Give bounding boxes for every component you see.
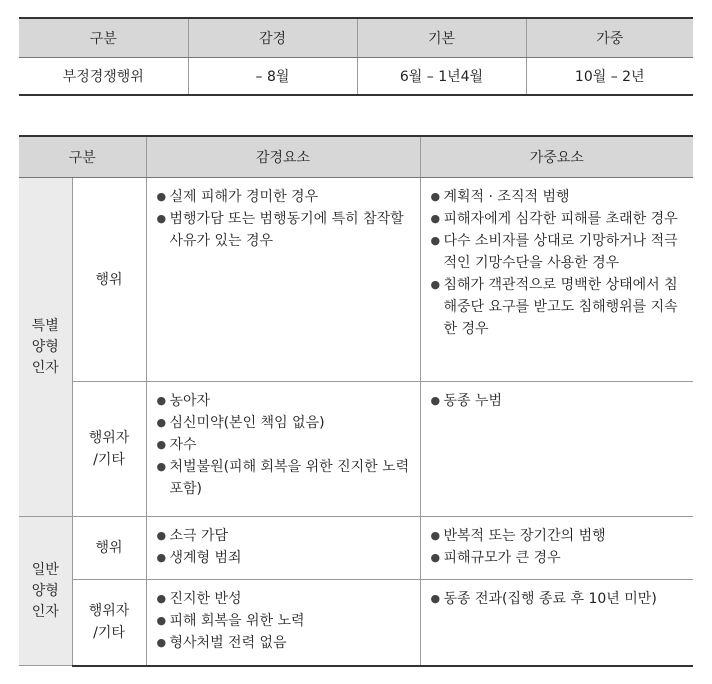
sub-label: 행위자 /기타 (72, 580, 146, 666)
factor-text: 범행가담 또는 범행동기에 특히 참작할 사유가 있는 경우 (169, 211, 404, 249)
factor-item (157, 412, 410, 434)
range-row (19, 57, 693, 95)
factor-text: 동종 전과(집행 종료 후 10년 미만) (443, 591, 657, 607)
special-actor-row (19, 382, 693, 517)
aggravating-cell (420, 178, 693, 382)
bullet-icon: ● (430, 551, 441, 564)
mitigating-cell (146, 580, 420, 666)
mitigating-cell (146, 178, 420, 382)
range-header-row (19, 18, 693, 57)
factor-item (157, 547, 410, 569)
sentencing-factor-table (19, 135, 693, 667)
header-category: 구분 (19, 18, 188, 57)
header-mitigated: 감경 (188, 18, 357, 57)
bullet-icon: ● (430, 592, 441, 605)
sub-label: 행위 (72, 178, 146, 382)
factor-text: 소극 가담 (169, 528, 229, 544)
factor-item (157, 434, 410, 456)
factor-item (431, 208, 684, 230)
factor-text: 처벌불원(피해 회복을 위한 진지한 노력 포함) (169, 459, 410, 497)
factor-header-row (19, 136, 693, 178)
factor-text: 피해 회복을 위한 노력 (169, 613, 305, 629)
bullet-icon: ● (156, 636, 167, 649)
sub-label: 행위자 /기타 (72, 382, 146, 517)
bullet-icon: ● (156, 614, 167, 627)
aggravated-range: 10월 – 2년 (526, 57, 693, 95)
factor-item (431, 274, 684, 340)
factor-item (431, 547, 684, 569)
general-act-row (19, 517, 693, 580)
general-actor-row (19, 580, 693, 666)
factor-item (157, 456, 410, 500)
bullet-icon: ● (156, 416, 167, 429)
bullet-icon: ● (430, 394, 441, 407)
factor-text: 계획적 · 조직적 범행 (443, 189, 570, 205)
factor-text: 자수 (169, 437, 197, 453)
factor-text: 형사처벌 전력 없음 (169, 635, 287, 651)
factor-item (157, 390, 410, 412)
sub-label: 행위 (72, 517, 146, 580)
factor-item (157, 610, 410, 632)
group-label-general: 일반 양형 인자 (19, 517, 72, 666)
aggravating-cell (420, 517, 693, 580)
bullet-icon: ● (156, 394, 167, 407)
factor-item (157, 588, 410, 610)
mitigating-cell (146, 382, 420, 517)
mitigating-cell (146, 517, 420, 580)
bullet-icon: ● (156, 529, 167, 542)
factor-text: 다수 소비자를 상대로 기망하거나 적극적인 기망수단을 사용한 경우 (443, 233, 678, 271)
mitigated-range: – 8월 (188, 57, 357, 95)
bullet-icon: ● (430, 212, 441, 225)
factor-text: 동종 누범 (443, 393, 503, 409)
bullet-icon: ● (156, 460, 167, 473)
aggravating-cell (420, 382, 693, 517)
factor-item (157, 208, 410, 252)
aggravating-cell (420, 580, 693, 666)
factor-text: 심신미약(본인 책임 없음) (169, 415, 325, 431)
header-basic: 기본 (357, 18, 526, 57)
basic-range: 6월 – 1년4월 (357, 57, 526, 95)
factor-item (431, 186, 684, 208)
factor-text: 피해규모가 큰 경우 (443, 550, 561, 566)
bullet-icon: ● (156, 190, 167, 203)
factor-item (157, 186, 410, 208)
factor-text: 침해가 객관적으로 명백한 상태에서 침해중단 요구를 받고도 침해행위를 지속한 경우 (443, 277, 678, 337)
factor-header-aggravating: 가중요소 (420, 136, 693, 178)
factor-header-category: 구분 (19, 136, 146, 178)
factor-text: 생계형 범죄 (169, 550, 242, 566)
bullet-icon: ● (430, 278, 441, 291)
factor-text: 농아자 (169, 393, 211, 409)
factor-header-mitigating: 감경요소 (146, 136, 420, 178)
header-aggravated: 가중 (526, 18, 693, 57)
factor-item (157, 632, 410, 654)
special-act-row (19, 178, 693, 382)
factor-item (431, 230, 684, 274)
sentencing-range-table (19, 17, 693, 96)
bullet-icon: ● (156, 438, 167, 451)
bullet-icon: ● (156, 592, 167, 605)
factor-item (431, 588, 684, 610)
bullet-icon: ● (156, 212, 167, 225)
bullet-icon: ● (430, 190, 441, 203)
factor-item (431, 390, 684, 412)
factor-text: 반복적 또는 장기간의 범행 (443, 528, 606, 544)
crime-type: 부정경쟁행위 (19, 57, 188, 95)
factor-text: 실제 피해가 경미한 경우 (169, 189, 319, 205)
bullet-icon: ● (156, 551, 167, 564)
factor-item (157, 525, 410, 547)
group-label-special: 특별 양형 인자 (19, 178, 72, 517)
factor-item (431, 525, 684, 547)
factor-text: 피해자에게 심각한 피해를 초래한 경우 (443, 211, 678, 227)
bullet-icon: ● (430, 529, 441, 542)
factor-text: 진지한 반성 (169, 591, 242, 607)
bullet-icon: ● (430, 234, 441, 247)
